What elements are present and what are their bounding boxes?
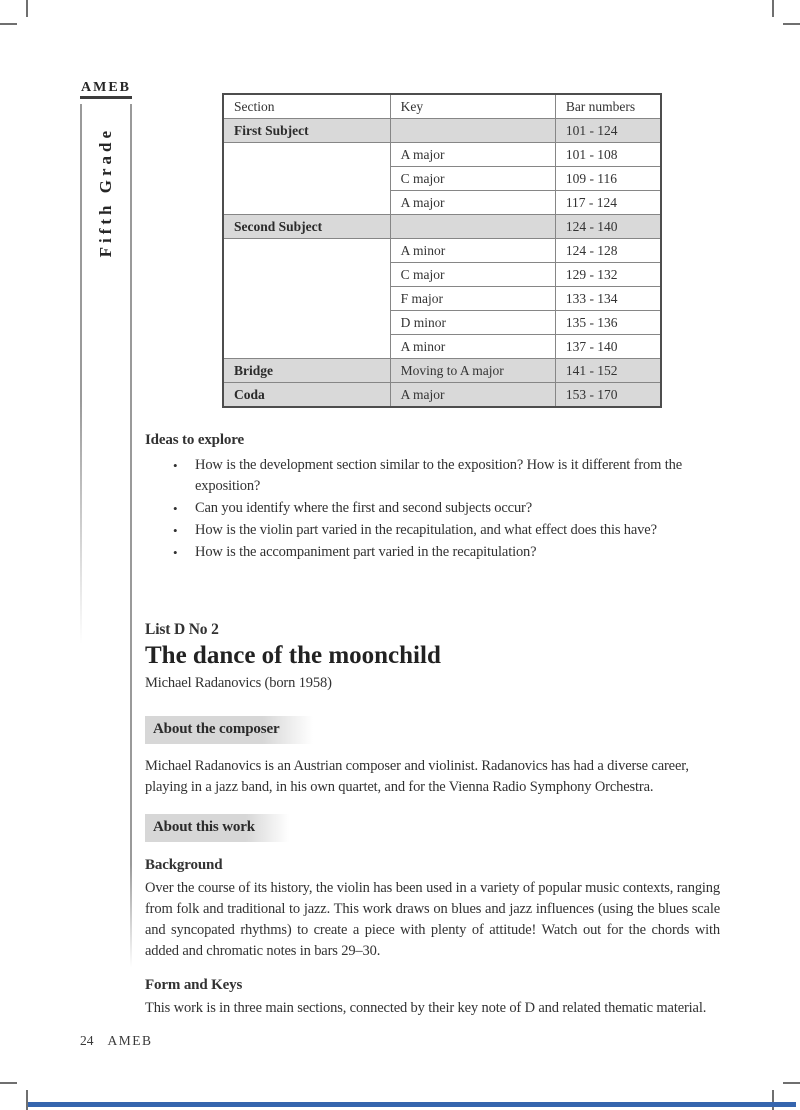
ideas-bullet-item: [173, 542, 720, 563]
table-cell-key: [390, 215, 555, 239]
form-and-keys-heading: Form and Keys: [145, 977, 243, 993]
table-cell-bar-numbers: 109 - 116: [555, 167, 661, 191]
table-cell-section: First Subject: [223, 119, 390, 143]
table-row: [223, 215, 661, 239]
crop-mark-top-left-vertical: [26, 0, 28, 17]
page-footer: [80, 1033, 153, 1049]
page-number: 24: [80, 1033, 94, 1048]
table-cell-section-merged: [223, 239, 390, 359]
table-cell-bar-numbers: 129 - 132: [555, 263, 661, 287]
table-cell-bar-numbers: 141 - 152: [555, 359, 661, 383]
table-cell-section: Bridge: [223, 359, 390, 383]
table-cell-key: D minor: [390, 311, 555, 335]
about-composer-paragraph: Michael Radanovics is an Austrian composer and violinist. Radanovics has had a diverse career, playing in a jazz band, in his own quartet, and for the Vienna Radio Symphony Orchestra.: [145, 758, 689, 795]
ideas-bullet-item: [173, 455, 720, 497]
background-heading: Background: [145, 857, 223, 873]
table-row: [223, 359, 661, 383]
ideas-bullet-item: [173, 498, 720, 519]
about-this-work-heading: About this work: [145, 814, 289, 842]
table-cell-key: C major: [390, 167, 555, 191]
table-row: [223, 119, 661, 143]
table-row: [223, 143, 661, 167]
bottom-accent-bar: [28, 1102, 796, 1107]
crop-mark-top-left-horizontal: [0, 23, 17, 25]
table-cell-key: F major: [390, 287, 555, 311]
table-header-key: Key: [390, 94, 555, 119]
table-cell-bar-numbers: 135 - 136: [555, 311, 661, 335]
table-header-section: Section: [223, 94, 390, 119]
table-cell-bar-numbers: 117 - 124: [555, 191, 661, 215]
ideas-to-explore-heading: Ideas to explore: [145, 432, 244, 448]
bullet-marker: •: [173, 523, 178, 538]
table-cell-key: Moving to A major: [390, 359, 555, 383]
bullet-text: How is the violin part varied in the recapitulation, and what effect does this have?: [195, 522, 657, 538]
ameb-logo-underline: [80, 96, 132, 99]
table-cell-bar-numbers: 124 - 140: [555, 215, 661, 239]
list-number-label: List D No 2: [145, 621, 219, 638]
table-cell-key: [390, 119, 555, 143]
crop-mark-top-right-vertical: [772, 0, 774, 17]
form-and-keys-paragraph: This work is in three main sections, connected by their key note of D and related thematic material.: [145, 1000, 707, 1016]
form-analysis-table: [222, 93, 662, 408]
table-cell-bar-numbers: 137 - 140: [555, 335, 661, 359]
ideas-bullet-item: [173, 520, 720, 541]
table-cell-section: Coda: [223, 383, 390, 408]
table-cell-key: A minor: [390, 335, 555, 359]
grade-tab: [80, 110, 132, 275]
table-row: [223, 239, 661, 263]
table-cell-key: C major: [390, 263, 555, 287]
crop-mark-bottom-left-vertical: [26, 1090, 28, 1110]
composer-line: Michael Radanovics (born 1958): [145, 675, 332, 691]
work-title: The dance of the moonchild: [145, 642, 441, 669]
table-cell-bar-numbers: 101 - 108: [555, 143, 661, 167]
table-cell-bar-numbers: 153 - 170: [555, 383, 661, 408]
crop-mark-bottom-right-vertical: [772, 1090, 774, 1110]
table-cell-bar-numbers: 133 - 134: [555, 287, 661, 311]
bullet-text: How is the accompaniment part varied in the recapitulation?: [195, 544, 537, 560]
ideas-bullet-list: [173, 455, 720, 563]
table-cell-key: A major: [390, 143, 555, 167]
crop-mark-bottom-right-horizontal: [783, 1082, 800, 1084]
crop-mark-bottom-left-horizontal: [0, 1082, 17, 1084]
table-header-bar-numbers: Bar numbers: [555, 94, 661, 119]
table-cell-section: Second Subject: [223, 215, 390, 239]
table-row: [223, 383, 661, 408]
table-cell-key: A minor: [390, 239, 555, 263]
bullet-text: How is the development section similar to the exposition? How is it different from the exposition?: [195, 457, 682, 494]
background-paragraph: Over the course of its history, the violin has been used in a variety of popular music contexts, ranging from folk and traditional to jazz. This work draws on blues and jazz influences (using the blues scale and syncopated rhythms) to create a piece with plenty of attitude! Watch out for the chords with added and chromatic notes in bars 29–30.: [145, 880, 720, 959]
table-cell-section-merged: [223, 143, 390, 215]
bullet-marker: •: [173, 458, 178, 473]
table-cell-bar-numbers: 124 - 128: [555, 239, 661, 263]
table-cell-key: A major: [390, 383, 555, 408]
footer-brand: AMEB: [107, 1033, 153, 1048]
about-composer-heading: About the composer: [145, 716, 313, 744]
bullet-marker: •: [173, 545, 178, 560]
ameb-logo: AMEB: [81, 80, 131, 95]
table-header-row: [223, 94, 661, 119]
grade-tab-label: Fifth Grade: [96, 127, 115, 258]
bullet-text: Can you identify where the first and second subjects occur?: [195, 500, 533, 516]
table-cell-key: A major: [390, 191, 555, 215]
crop-mark-top-right-horizontal: [783, 23, 800, 25]
table-cell-bar-numbers: 101 - 124: [555, 119, 661, 143]
main-content: [145, 430, 720, 1019]
bullet-marker: •: [173, 501, 178, 516]
